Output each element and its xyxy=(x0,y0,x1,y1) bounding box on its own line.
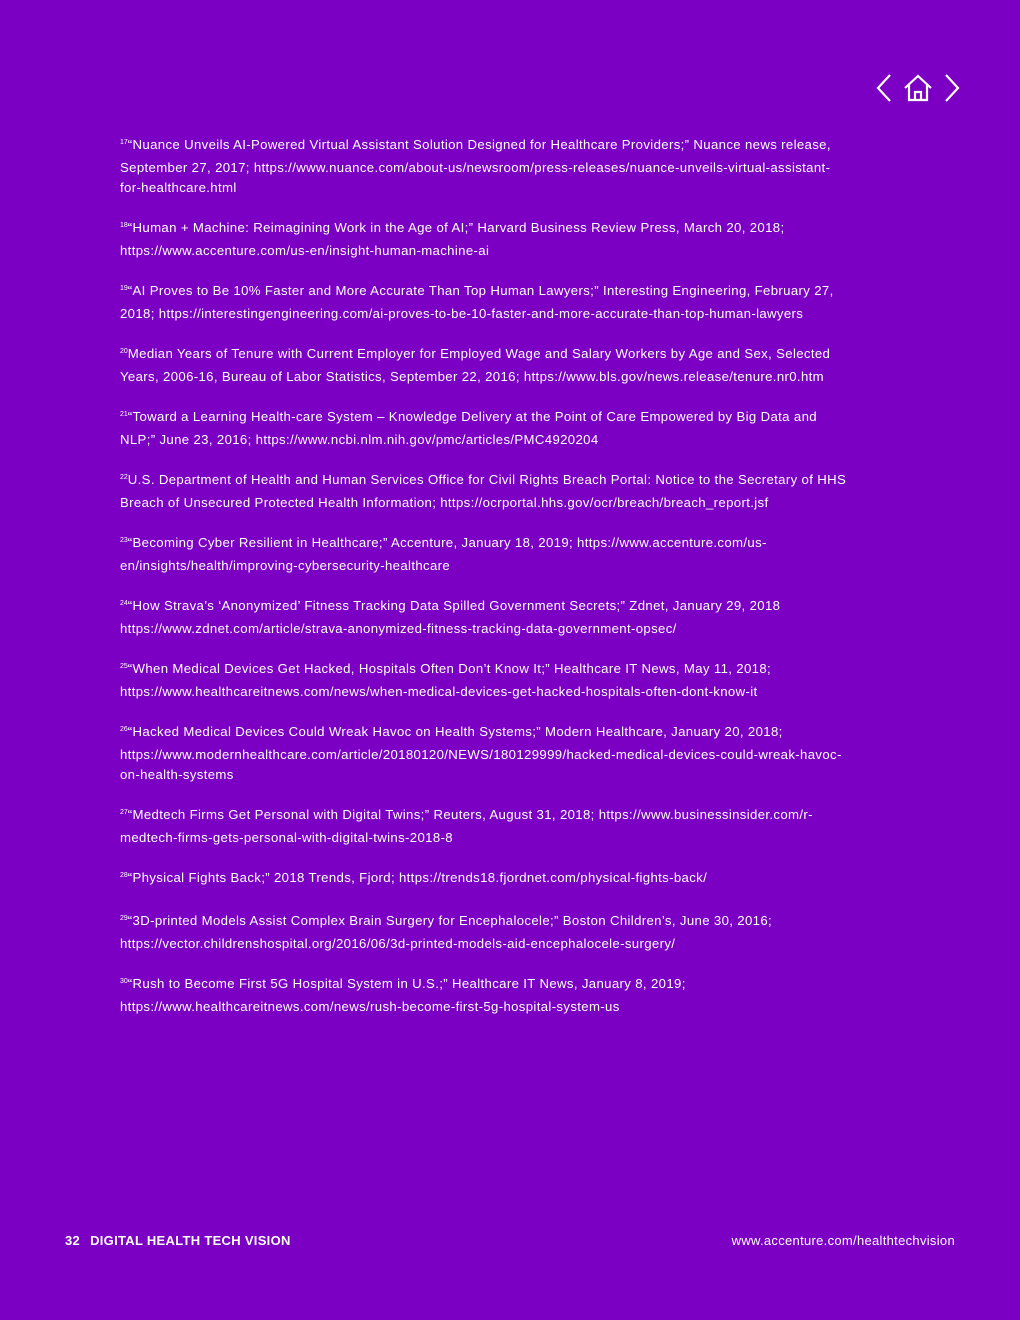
reference-text: “How Strava’s ‘Anonymized’ Fitness Tracking Data Spilled Government Secrets;” Zdnet, January 29, 2018 https://www.zdnet.com/article/strava-anonymized-fitness-tracking-data-government-opsec/ xyxy=(120,598,781,636)
reference-number: 18 xyxy=(120,222,128,229)
reference-item xyxy=(120,407,850,450)
next-page-button[interactable] xyxy=(938,72,964,104)
reference-text: “Human + Machine: Reimagining Work in the Age of AI;” Harvard Business Review Press, March 20, 2018; https://www.accenture.com/us-en/insight-human-machine-ai xyxy=(120,220,785,258)
publication-title: DIGITAL HEALTH TECH VISION xyxy=(90,1233,291,1248)
reference-number: 23 xyxy=(120,537,128,544)
reference-text: “Hacked Medical Devices Could Wreak Havoc on Health Systems;” Modern Healthcare, January 20, 2018; https://www.modernhealthcare.com/article/20180120/NEWS/180129999/hacked-medical-devices-could-wreak-havoc-on-health-systems xyxy=(120,724,842,782)
reference-item xyxy=(120,135,850,198)
reference-text: “AI Proves to Be 10% Faster and More Accurate Than Top Human Lawyers;” Interesting Engineering, February 27, 2018; https://interestingengineering.com/ai-proves-to-be-10-faster-and-more-accurate-than-top-human-lawyers xyxy=(120,283,834,321)
home-button[interactable] xyxy=(902,72,934,104)
chevron-left-icon xyxy=(872,72,898,104)
reference-item xyxy=(120,974,850,1017)
reference-number: 25 xyxy=(120,663,128,670)
reference-text: Median Years of Tenure with Current Employer for Employed Wage and Salary Workers by Age and Sex, Selected Years, 2006-16, Bureau of Labor Statistics, September 22, 2016; https://www.bls.gov/news.release/tenure.nr0.htm xyxy=(120,346,831,384)
reference-item xyxy=(120,868,850,891)
reference-number: 21 xyxy=(120,411,128,418)
reference-text: U.S. Department of Health and Human Services Office for Civil Rights Breach Portal: Notice to the Secretary of HHS Breach of Unsecured Protected Health Information; https://ocrportal.hhs.gov/ocr/breach/breach_report.jsf xyxy=(120,472,847,510)
footer-title xyxy=(65,1233,291,1248)
reference-number: 19 xyxy=(120,285,128,292)
previous-page-button[interactable] xyxy=(872,72,898,104)
reference-number: 26 xyxy=(120,726,128,733)
reference-number: 20 xyxy=(120,348,128,355)
reference-item xyxy=(120,533,850,576)
references-list xyxy=(120,135,850,1037)
reference-number: 17 xyxy=(120,139,128,146)
reference-text: “Nuance Unveils AI-Powered Virtual Assistant Solution Designed for Healthcare Providers;” Nuance news release, September 27, 2017; https://www.nuance.com/about-us/newsroom/press-releases/nuance-unveils-virtual-assistant-for-healthcare.html xyxy=(120,137,831,195)
reference-item xyxy=(120,722,850,785)
reference-number: 27 xyxy=(120,809,128,816)
reference-item xyxy=(120,596,850,639)
reference-number: 22 xyxy=(120,474,128,481)
reference-item xyxy=(120,344,850,387)
reference-item xyxy=(120,805,850,848)
reference-item xyxy=(120,281,850,324)
reference-item xyxy=(120,911,850,954)
reference-number: 29 xyxy=(120,915,128,922)
reference-text: “Toward a Learning Health-care System – Knowledge Delivery at the Point of Care Empowered by Big Data and NLP;” June 23, 2016; https://www.ncbi.nlm.nih.gov/pmc/articles/PMC4920204 xyxy=(120,409,817,447)
reference-number: 28 xyxy=(120,872,128,879)
reference-text: “Rush to Become First 5G Hospital System in U.S.;” Healthcare IT News, January 8, 2019; https://www.healthcareitnews.com/news/rush-become-first-5g-hospital-system-us xyxy=(120,976,686,1014)
reference-item xyxy=(120,659,850,702)
reference-text: “Becoming Cyber Resilient in Healthcare;” Accenture, January 18, 2019; https://www.accenture.com/us-en/insights/health/improving-cybersecurity-healthcare xyxy=(120,535,767,573)
reference-number: 30 xyxy=(120,978,128,985)
reference-text: “Medtech Firms Get Personal with Digital Twins;” Reuters, August 31, 2018; https://www.businessinsider.com/r-medtech-firms-gets-personal-with-digital-twins-2018-8 xyxy=(120,807,813,845)
reference-text: “When Medical Devices Get Hacked, Hospitals Often Don’t Know It;” Healthcare IT News, May 11, 2018; https://www.healthcareitnews.com/news/when-medical-devices-get-hacked-hospitals-often-dont-know-it xyxy=(120,661,772,699)
reference-item xyxy=(120,470,850,513)
reference-text: “3D-printed Models Assist Complex Brain Surgery for Encephalocele;” Boston Children’s, June 30, 2016; https://vector.childrenshospital.org/2016/06/3d-printed-models-aid-encephalocele-surgery/ xyxy=(120,913,773,951)
reference-number: 24 xyxy=(120,600,128,607)
home-icon xyxy=(902,72,934,104)
page-navigation xyxy=(872,72,964,104)
reference-text: “Physical Fights Back;” 2018 Trends, Fjord; https://trends18.fjordnet.com/physical-fights-back/ xyxy=(127,870,708,885)
page-number: 32 xyxy=(65,1233,81,1248)
chevron-right-icon xyxy=(938,72,964,104)
reference-item xyxy=(120,218,850,261)
footer-url[interactable]: www.accenture.com/healthtechvision xyxy=(731,1233,955,1248)
